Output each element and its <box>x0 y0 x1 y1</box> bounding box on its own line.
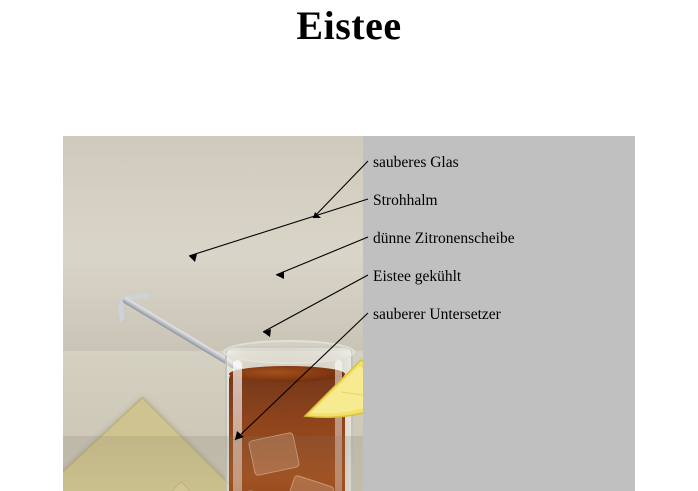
callout-label-strohhalm: Strohhalm <box>373 192 438 209</box>
photo-background-upper <box>63 136 363 351</box>
photo-iced-tea <box>63 136 363 491</box>
photo-shadow <box>63 436 363 491</box>
callout-label-sauberer-untersetzer: sauberer Untersetzer <box>373 306 501 323</box>
labeled-figure <box>63 136 635 491</box>
callout-label-sauberes-glas: sauberes Glas <box>373 154 459 171</box>
page-title: Eistee <box>296 3 402 48</box>
callout-label-eistee-gekuehlt: Eistee gekühlt <box>373 268 462 285</box>
lemon-slice <box>301 358 363 424</box>
callout-label-zitronenscheibe: dünne Zitronenscheibe <box>373 230 515 247</box>
